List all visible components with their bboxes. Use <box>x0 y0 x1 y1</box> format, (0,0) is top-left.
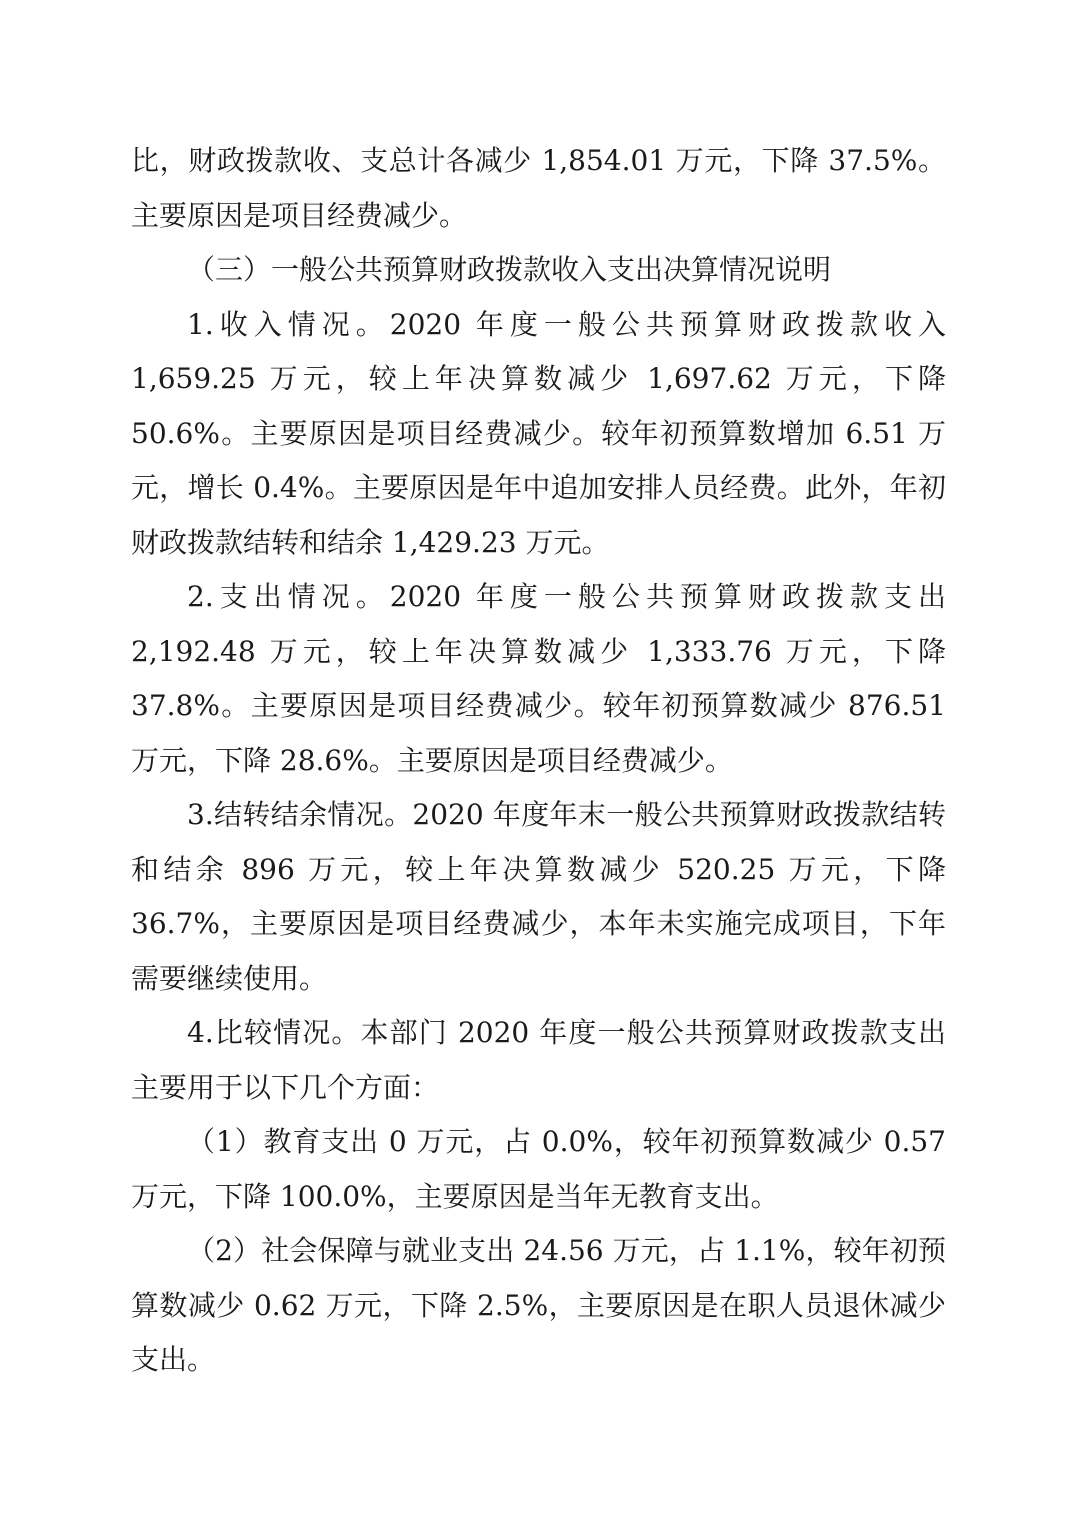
paragraph-expenditure: 2.支出情况。2020 年度一般公共预算财政拨款支出 2,192.48 万元，较上年决算数减少 1,333.76 万元，下降 37.8%。主要原因是项目经费减少。较年初预算数减少 876.51 万元，下降 28.6%。主要原因是项目经费减少。 <box>131 580 946 777</box>
paragraph-item-social-security: （2）社会保障与就业支出 24.56 万元，占 1.1%，较年初预算数减少 0.62 万元，下降 2.5%，主要原因是在职人员退休减少支出。 <box>131 1234 946 1376</box>
section-heading: （三）一般公共预算财政拨款收入支出决算情况说明 <box>187 253 832 286</box>
document-page <box>131 134 946 1388</box>
paragraph-continuation: 比，财政拨款收、支总计各减少 1,854.01 万元，下降 37.5%。主要原因是项目经费减少。 <box>131 144 946 232</box>
paragraph-comparison: 4.比较情况。本部门 2020 年度一般公共预算财政拨款支出主要用于以下几个方面： <box>131 1016 946 1104</box>
paragraph-income: 1.收入情况。2020 年度一般公共预算财政拨款收入 1,659.25 万元，较上年决算数减少 1,697.62 万元，下降 50.6%。主要原因是项目经费减少。较年初预算数增加 6.51 万元，增长 0.4%。主要原因是年中追加安排人员经费。此外，年初财政拨款结转和结余 1,429.23 万元。 <box>131 307 946 559</box>
paragraph-item-education: （1）教育支出 0 万元，占 0.0%，较年初预算数减少 0.57 万元，下降 100.0%，主要原因是当年无教育支出。 <box>131 1125 946 1213</box>
paragraph-carryover: 3.结转结余情况。2020 年度年末一般公共预算财政拨款结转和结余 896 万元，较上年决算数减少 520.25 万元，下降 36.7%，主要原因是项目经费减少，本年未实施完成项目，下年需要继续使用。 <box>131 798 946 995</box>
